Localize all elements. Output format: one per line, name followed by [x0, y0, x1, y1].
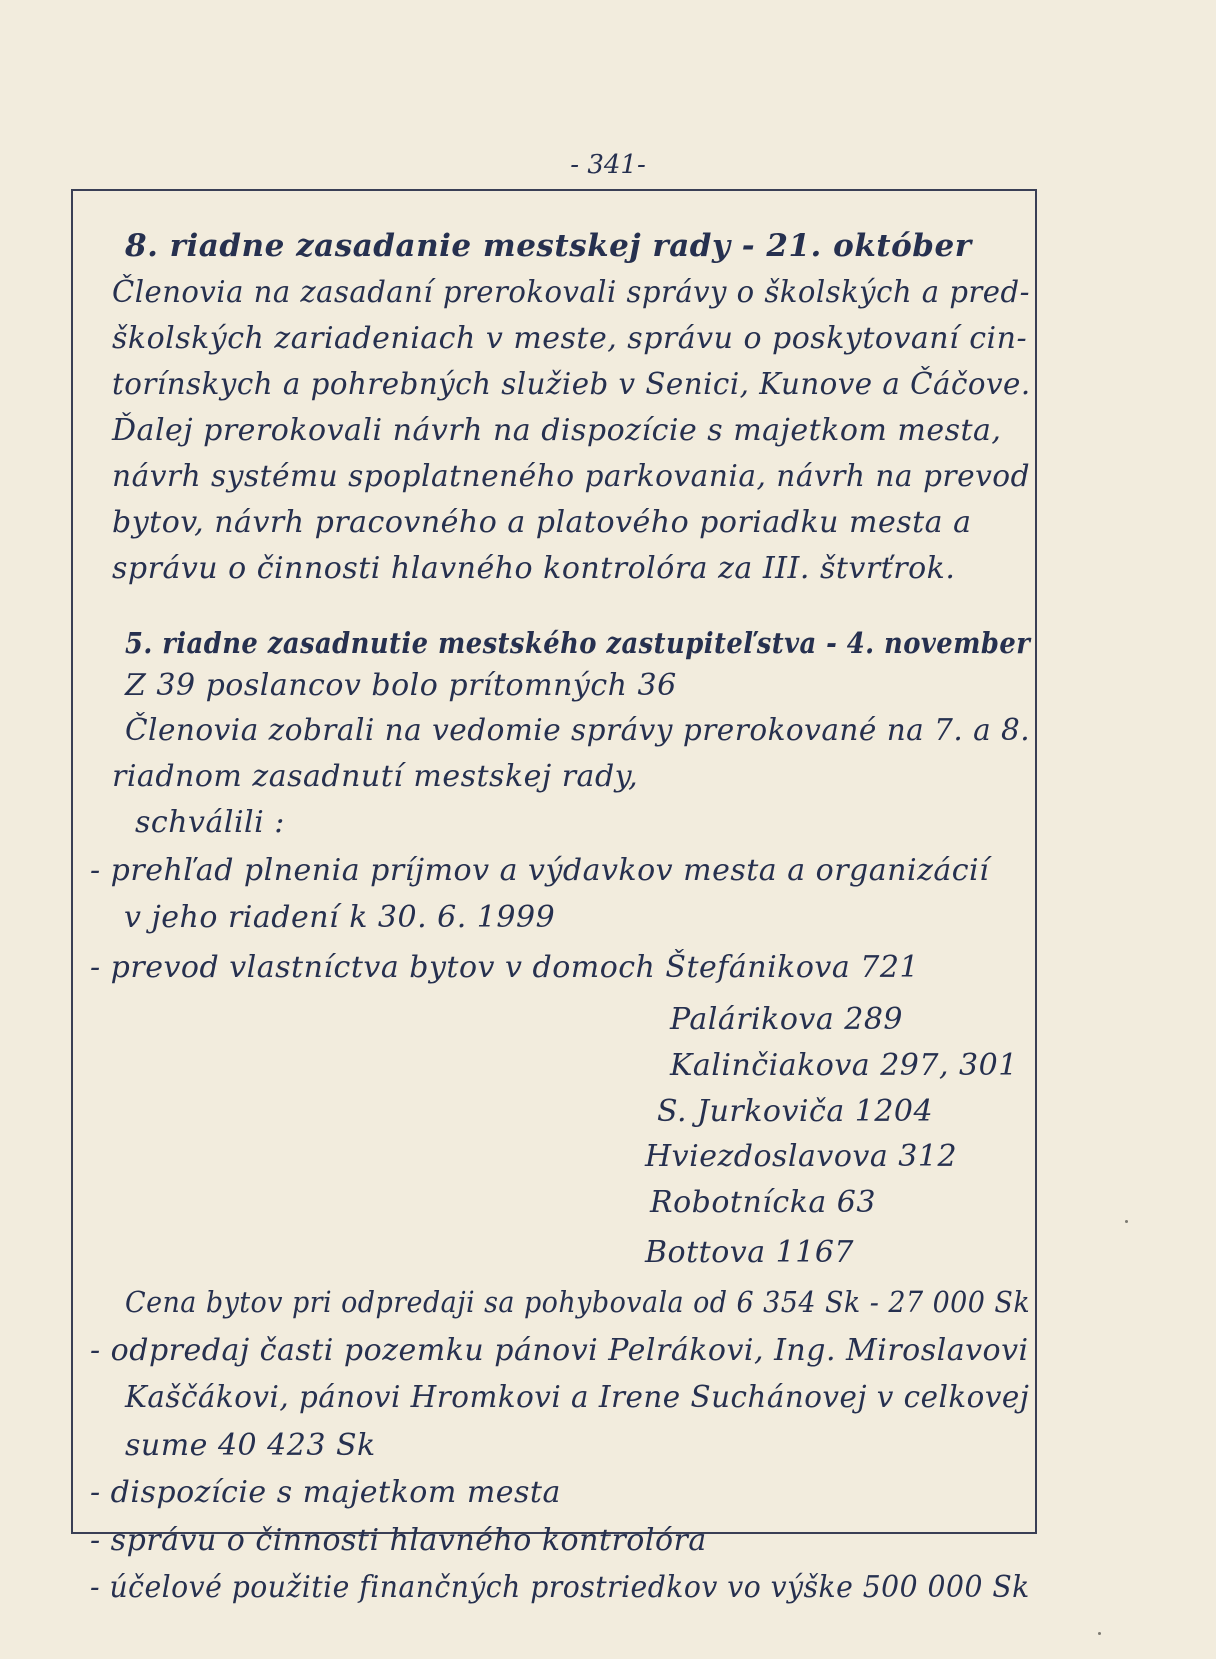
paragraph-line: schválili : — [135, 805, 285, 840]
street-entry: S. Jurkoviča 1204 — [657, 1094, 934, 1129]
street-entry: Kalinčiakova 297, 301 — [670, 1048, 1018, 1083]
paragraph-line: sume 40 423 Sk — [125, 1428, 376, 1463]
paragraph-line: Ďalej prerokovali návrh na dispozície s majetkom mesta, — [112, 413, 1002, 448]
paragraph-line: Kaščákovi, pánovi Hromkovi a Irene Suchánovej v celkovej — [125, 1380, 1030, 1415]
list-item: - prevod vlastníctva bytov v domoch Štefánikova 721 — [90, 950, 920, 985]
paragraph-line: Členovia na zasadaní prerokovali správy o školských a pred- — [112, 275, 1030, 310]
paragraph-line: Cena bytov pri odpredaji sa pohybovala od 6 354 Sk - 27 000 Sk — [125, 1285, 1031, 1319]
paragraph-line: školských zariadeniach v meste, správu o poskytovaní cin- — [112, 321, 1028, 356]
list-item: - správu o činnosti hlavného kontrolóra — [90, 1523, 707, 1558]
paragraph-line: bytov, návrh pracovného a platového poriadku mesta a — [112, 505, 972, 540]
paragraph-line: v jeho riadení k 30. 6. 1999 — [124, 900, 556, 935]
list-item: - odpredaj časti pozemku pánovi Pelrákovi, Ing. Miroslavovi — [90, 1333, 1029, 1368]
paragraph-line: riadnom zasadnutí mestskej rady, — [112, 759, 639, 794]
paragraph-line: Z 39 poslancov bolo prítomných 36 — [125, 668, 677, 703]
list-item: - účelové použitie finančných prostriedkov vo výške 500 000 Sk — [90, 1570, 1030, 1605]
heading-city-assembly: 5. riadne zasadnutie mestského zastupiteľstva - 4. november — [125, 626, 1031, 660]
heading-city-council: 8. riadne zasadanie mestskej rady - 21. október — [125, 228, 972, 264]
page-number: - 341- — [570, 150, 646, 180]
street-entry: Robotnícka 63 — [650, 1185, 876, 1220]
paper-speck — [1098, 1632, 1101, 1635]
paragraph-line: správu o činnosti hlavného kontrolóra za III. štvrťrok. — [112, 551, 956, 586]
street-entry: Hviezdoslavova 312 — [645, 1139, 958, 1174]
paragraph-line: torínskych a pohrebných služieb v Senici, Kunove a Čáčove. — [112, 367, 1031, 402]
street-entry: Bottova 1167 — [645, 1235, 854, 1270]
list-item: - prehľad plnenia príjmov a výdavkov mesta a organizácií — [90, 853, 990, 888]
street-entry: Palárikova 289 — [670, 1002, 904, 1037]
paragraph-line: Členovia zobrali na vedomie správy prerokované na 7. a 8. — [125, 713, 1031, 748]
paper-speck — [1125, 1220, 1128, 1223]
list-item: - dispozície s majetkom mesta — [90, 1475, 561, 1510]
paragraph-line: návrh systému spoplatneného parkovania, návrh na prevod — [112, 459, 1031, 494]
